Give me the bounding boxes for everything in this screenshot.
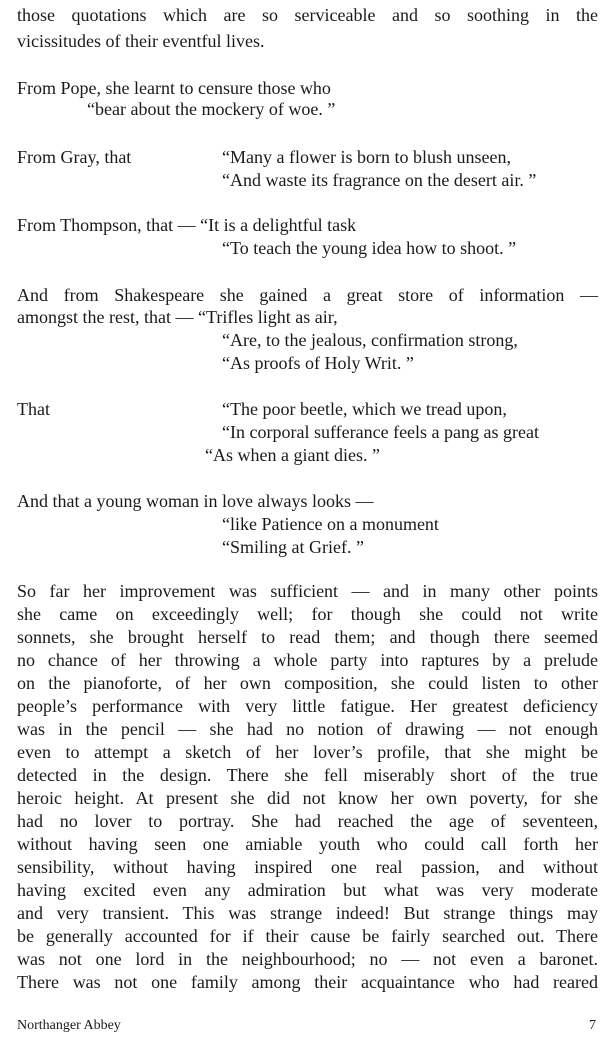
verse-quote: “The poor beetle, which we tread upon, (222, 399, 507, 419)
text-line: was in the pencil — she had no notion of drawing — not enough (17, 719, 598, 739)
text-line: had no lover to portray. She had reached the age of seventeen, (17, 811, 598, 831)
text-line: no chance of her throwing a whole party into raptures by a prelude (17, 650, 598, 670)
text-line: having excited even any admiration but what was very moderate (17, 880, 598, 900)
text-line: and very transient. This was strange indeed! But strange things may (17, 903, 598, 923)
verse-quote: “And waste its fragrance on the desert air. ” (222, 170, 537, 190)
text-line: That (17, 399, 50, 419)
verse-quote: “bear about the mockery of woe. ” (87, 99, 336, 119)
text-line: people’s performance with very little fatigue. Her greatest deficiency (17, 696, 598, 716)
text-line: So far her improvement was sufficient — and in many other points (17, 581, 598, 601)
text-line: And that a young woman in love always looks — (17, 491, 374, 511)
text-line: From Pope, she learnt to censure those who (17, 78, 331, 98)
verse-quote: “As when a giant dies. ” (205, 445, 380, 465)
verse-quote: “As proofs of Holy Writ. ” (222, 353, 414, 373)
text-line: And from Shakespeare she gained a great store of information — (17, 285, 598, 305)
page-number: 7 (589, 1018, 596, 1033)
text-line: From Gray, that (17, 147, 132, 167)
text-line: was not one lord in the neighbourhood; no — not even a baronet. (17, 949, 598, 969)
text-line: even to attempt a sketch of her lover’s profile, that she might be (17, 742, 598, 762)
text-line: be generally accounted for if their cause be fairly searched out. There (17, 926, 598, 946)
text-line: There was not one family among their acquaintance who had reared (17, 972, 598, 992)
text-line: on the pianoforte, of her own composition, she could listen to other (17, 673, 598, 693)
text-line: without having seen one amiable youth who could call forth her (17, 834, 598, 854)
text-line: vicissitudes of their eventful lives. (17, 31, 265, 51)
verse-quote: “In corporal sufferance feels a pang as great (222, 422, 539, 442)
running-footer-title: Northanger Abbey (17, 1018, 121, 1033)
text-line: sonnets, she brought herself to read them; and though there seemed (17, 627, 598, 647)
text-line: sensibility, without having inspired one real passion, and without (17, 857, 598, 877)
verse-quote: “like Patience on a monument (222, 514, 439, 534)
verse-quote: “To teach the young idea how to shoot. ” (222, 238, 517, 258)
text-line: From Thompson, that — “It is a delightful task (17, 215, 357, 235)
text-line: detected in the design. There she fell miserably short of the true (17, 765, 598, 785)
text-line: she came on exceedingly well; for though she could not write (17, 604, 598, 624)
text-line: those quotations which are so serviceable and so soothing in the (17, 5, 598, 25)
verse-quote: “Are, to the jealous, confirmation strong, (222, 330, 518, 350)
text-line: amongst the rest, that — “Trifles light as air, (17, 307, 338, 327)
text-line: heroic height. At present she did not know her own poverty, for she (17, 788, 598, 808)
verse-quote: “Many a flower is born to blush unseen, (222, 147, 511, 167)
verse-quote: “Smiling at Grief. ” (222, 537, 364, 557)
